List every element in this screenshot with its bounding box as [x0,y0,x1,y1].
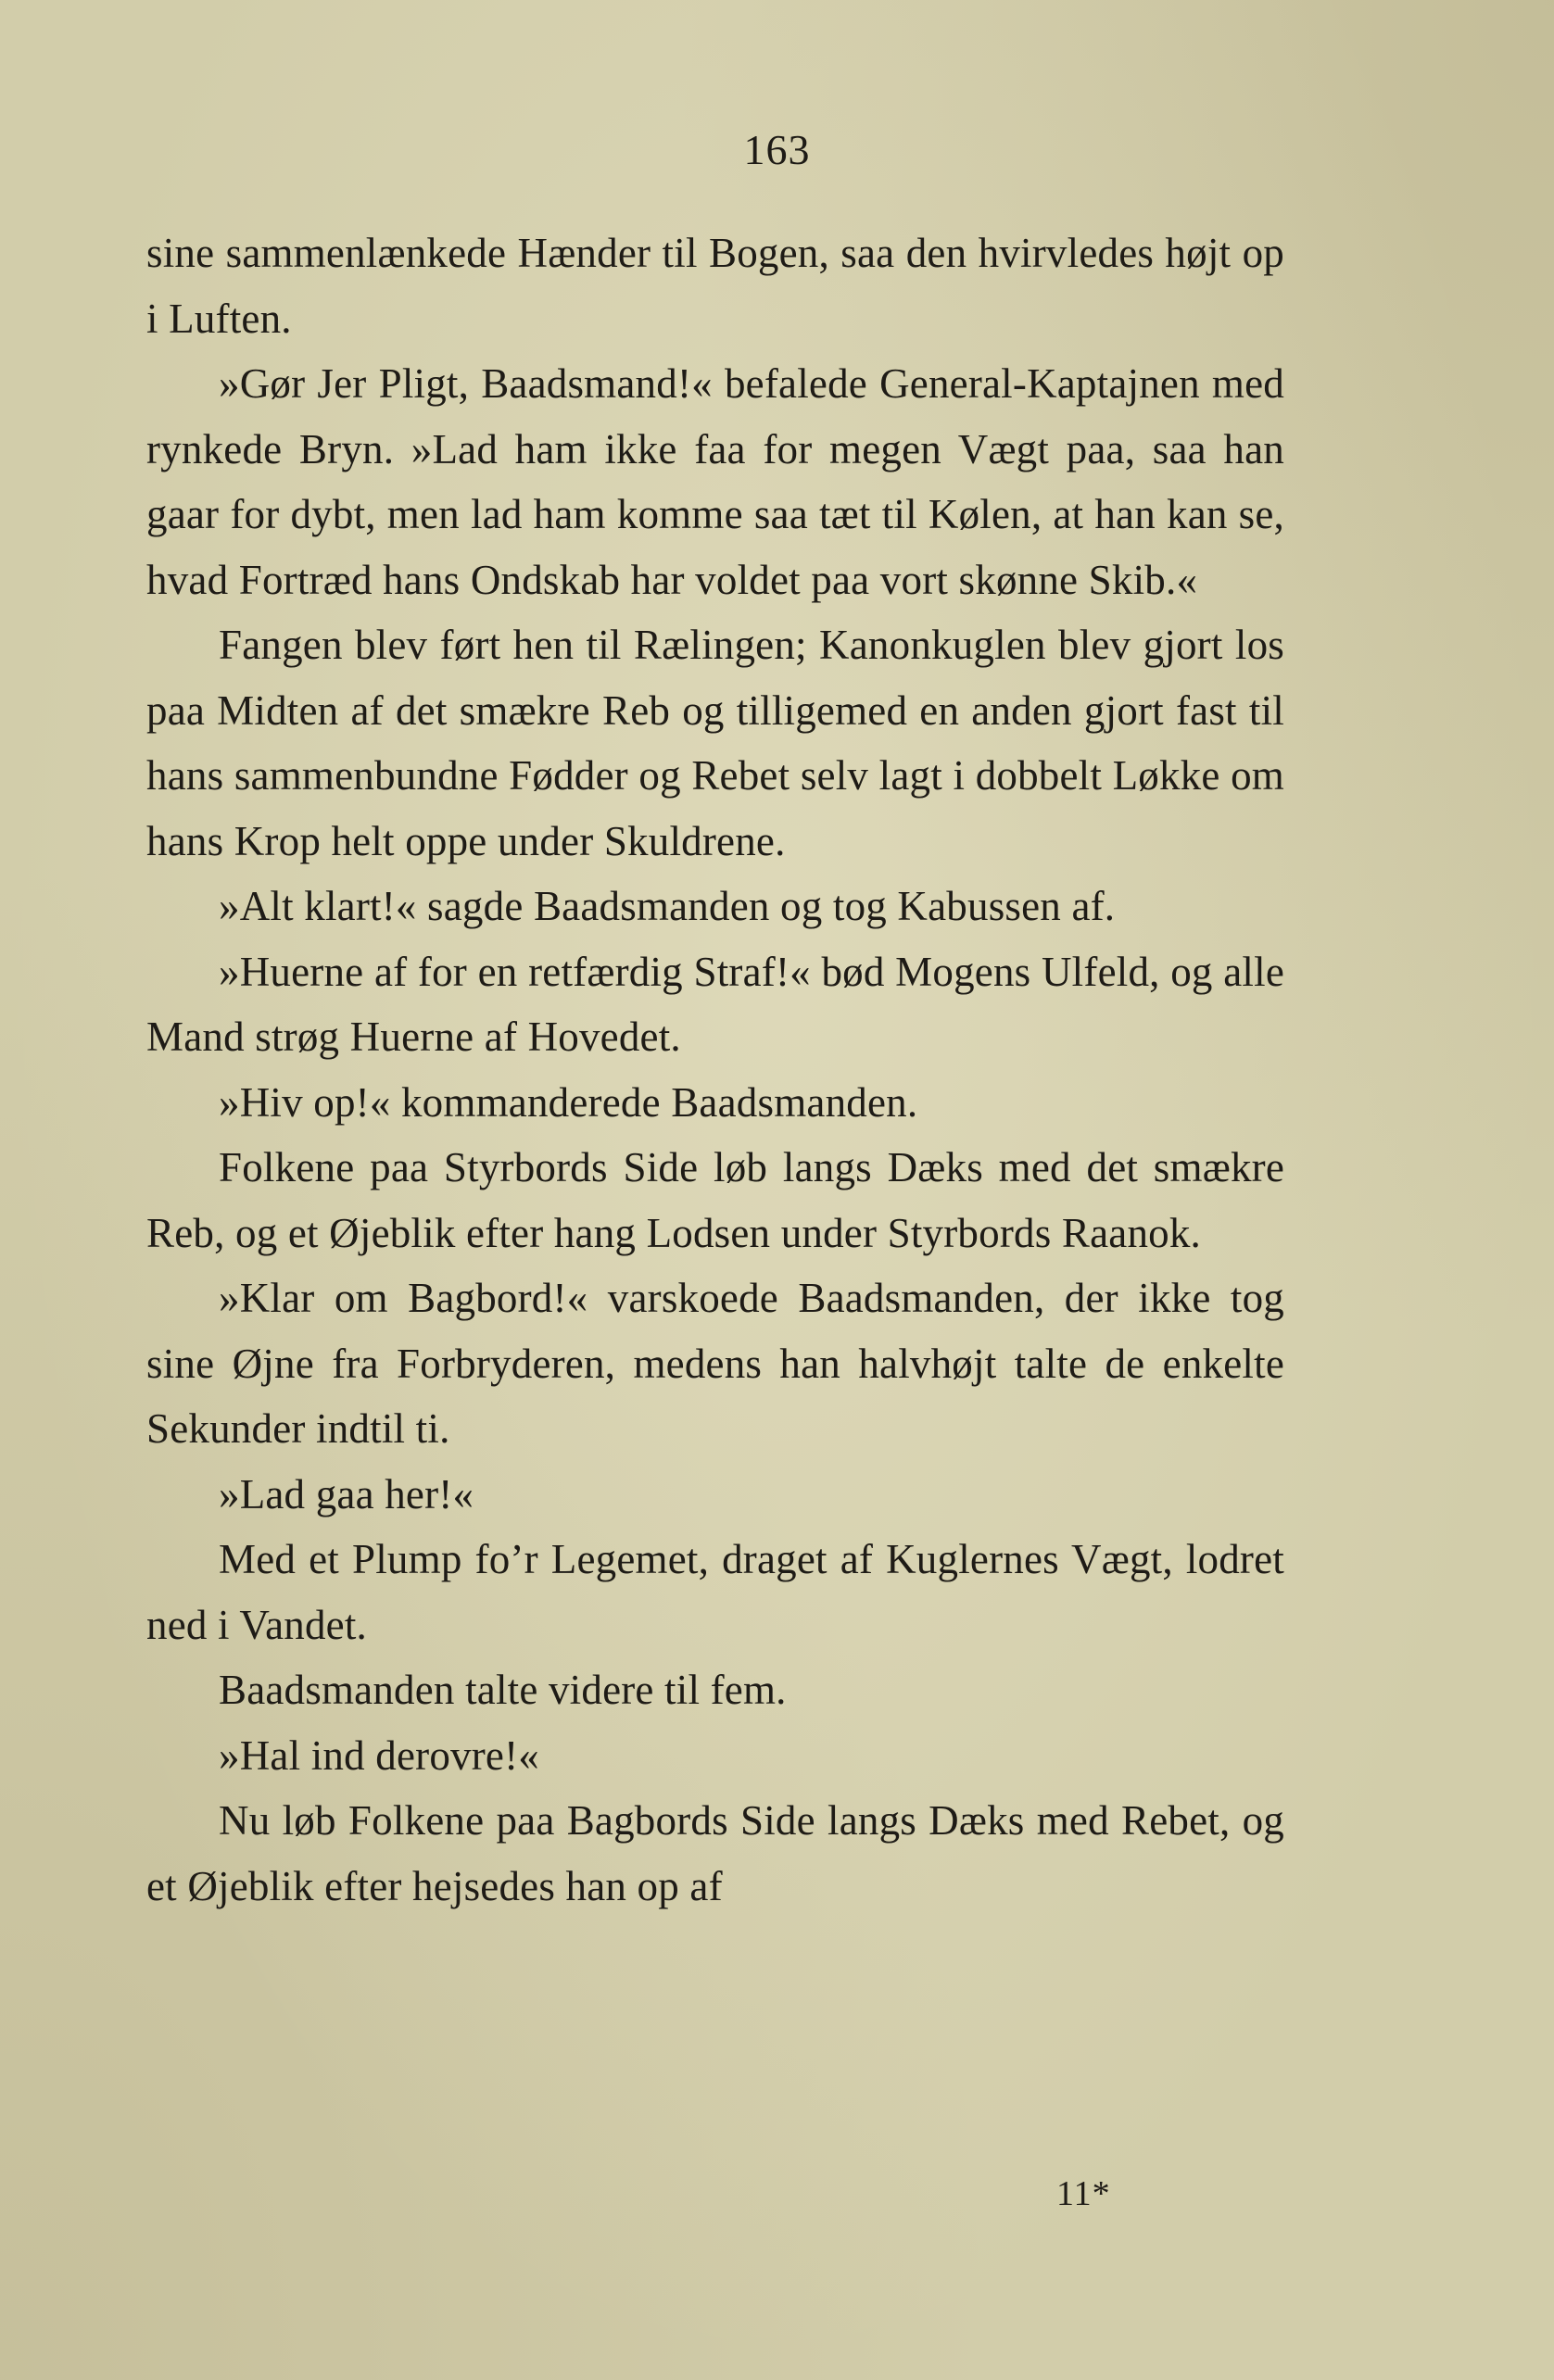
paragraph: »Huerne af for en retfærdig Straf!« bød Mogens Ulfeld, og alle Mand strøg Huerne af Hovedet. [146,948,1284,1060]
paragraph: Baadsmanden talte videre til fem. [219,1667,787,1713]
paragraph: »Gør Jer Pligt, Baadsmand!« befalede General-Kaptajnen med rynkede Bryn. »Lad ham ikke faa for megen Vægt paa, saa han gaar for dybt, men lad ham komme saa tæt til Kølen, at han kan se, hvad Fortræd hans Ondskab har voldet paa vort skønne Skib.« [146,360,1284,603]
paragraph: Nu løb Folkene paa Bagbords Side langs Dæks med Rebet, og et Øjeblik efter hejsedes han op af [146,1797,1284,1909]
paragraph: Fangen blev ført hen til Rælingen; Kanonkuglen blev gjort los paa Midten af det smækre Reb og tilligemed en anden gjort fast til hans sammenbundne Fødder og Rebet selv lagt i dobbelt Løkke om hans Krop helt oppe under Skuldrene. [146,622,1284,864]
paragraph: Med et Plump fo’r Legemet, draget af Kuglernes Vægt, lodret ned i Vandet. [146,1536,1284,1648]
paragraph: »Lad gaa her!« [219,1470,474,1517]
paragraph: »Hiv op!« kommanderede Baadsmanden. [219,1078,918,1126]
paragraph: Folkene paa Styrbords Side løb langs Dæks med det smækre Reb, og et Øjeblik efter hang Lodsen under Styrbords Raanok. [146,1144,1284,1256]
paragraph: »Alt klart!« sagde Baadsmanden og tog Kabussen af. [219,883,1116,929]
body-text [146,220,1284,1919]
paragraph: »Klar om Bagbord!« varskoede Baadsmanden, der ikke tog sine Øjne fra Forbryderen, medens han halvhøjt talte de enkelte Sekunder indtil ti. [146,1275,1284,1452]
paragraph: sine sammenlænkede Hænder til Bogen, saa den hvirvledes højt op i Luften. [146,230,1284,342]
paragraph: »Hal ind derovre!« [219,1731,539,1779]
page-number: 163 [743,126,811,173]
signature-mark: 11* [1056,2174,1111,2213]
